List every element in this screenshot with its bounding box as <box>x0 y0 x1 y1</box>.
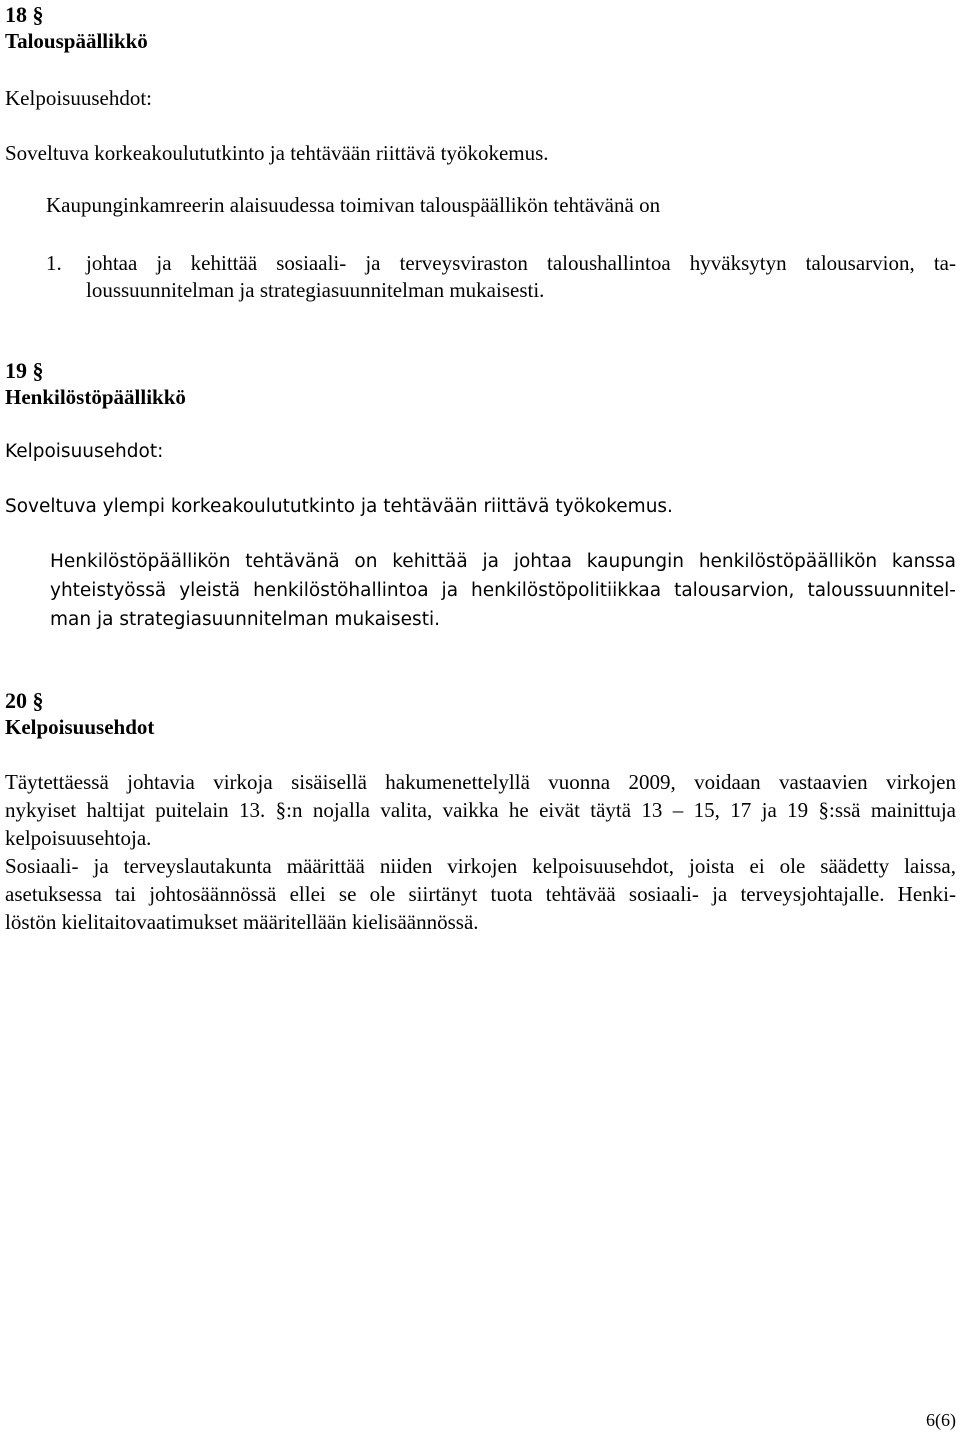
section-18-number: 18 § <box>5 2 44 27</box>
section-20-p1-line-3: kelpoisuusehtoja. <box>5 826 152 850</box>
section-18-item-line-2: loussuunnitelman ja strategiasuunnitelman mukaisesti. <box>86 278 545 302</box>
section-20-title: Kelpoisuusehdot <box>5 715 155 739</box>
section-18-title: Talouspäällikkö <box>5 29 148 53</box>
section-18-qual-label: Kelpoisuusehdot: <box>5 86 152 110</box>
section-20-p2-line-2: asetuksessa tai johtosäännössä ellei se ole siirtänyt tuota tehtävää sosiaali- ja terveysjohtajalle. Henki- <box>5 882 956 906</box>
section-20-p1-line-2: nykyiset haltijat puitelain 13. §:n nojalla valita, vaikka he eivät täytä 13 – 15, 17 ja 19 §:ssä mainittuja <box>5 798 956 822</box>
section-20-p2-line-1: Sosiaali- ja terveyslautakunta määrittää niiden virkojen kelpoisuusehdot, joista ei ole säädetty laissa, <box>5 854 956 878</box>
section-19-number: 19 § <box>5 358 44 383</box>
section-19-title: Henkilöstöpäällikkö <box>5 385 186 409</box>
section-20-number: 20 § <box>5 688 44 713</box>
section-19-duty-line-1: Henkilöstöpäällikön tehtävänä on kehittää ja johtaa kaupungin henkilöstöpäällikön kanssa <box>50 551 956 572</box>
section-20-p1-line-1: Täytettäessä johtavia virkoja sisäisellä hakumenettelyllä vuonna 2009, voidaan vastaavien virkojen <box>5 770 956 794</box>
page-number: 6(6) <box>926 1410 956 1430</box>
section-19-qual-text: Soveltuva ylempi korkeakoulututkinto ja tehtävään riittävä työkokemus. <box>5 496 673 517</box>
section-18-intro: Kaupunginkamreerin alaisuudessa toimivan talouspäällikön tehtävänä on <box>46 193 661 217</box>
section-19-duty-line-2: yhteistyössä yleistä henkilöstöhallintoa ja henkilöstöpolitiikkaa talousarvion, taloussuunnitel- <box>50 580 956 601</box>
section-19-qual-label: Kelpoisuusehdot: <box>5 441 164 462</box>
section-20-p2-line-3: löstön kielitaitovaatimukset määritellään kielisäännössä. <box>5 910 479 934</box>
section-19-duty-line-3: man ja strategiasuunnitelman mukaisesti. <box>50 609 440 630</box>
section-18-item-line-1: johtaa ja kehittää sosiaali- ja terveysviraston taloushallintoa hyväksytyn talousarvion, ta- <box>86 251 956 275</box>
section-18-qual-text: Soveltuva korkeakoulututkinto ja tehtävään riittävä työkokemus. <box>5 141 549 165</box>
section-18-item-number: 1. <box>46 251 62 275</box>
